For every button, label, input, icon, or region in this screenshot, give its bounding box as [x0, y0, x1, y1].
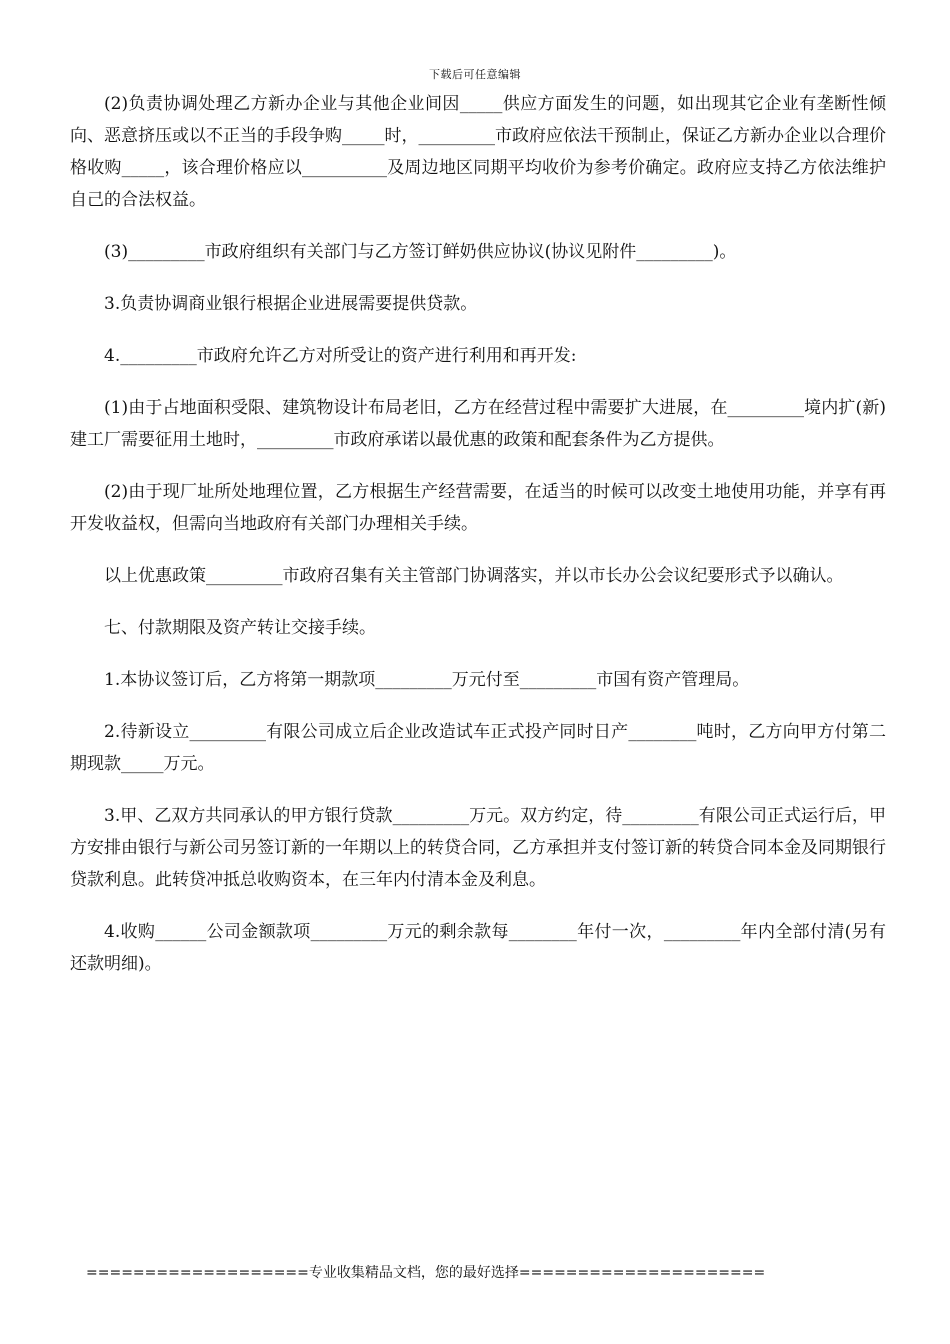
paragraph-remaining-payment: 4.收购______公司金额款项_________万元的剩余款每________年付一次，_________年内全部付清(另有还款明细)。 [70, 922, 886, 974]
paragraph-2-market-coordination: (2)负责协调处理乙方新办企业与其他企业间因_____供应方面发生的问题，如出现其它企业有垄断性倾向、恶意挤压或以不正当的手段争购_____时，_________市政府应依法干预制止，保证乙方新办企业以合理价格收购_____，该合理价格应以__________及周边地区同期平均收价为参考价确定。政府应支持乙方依法维护自己的合法权益。 [70, 94, 886, 210]
paragraph-bank-loan-transfer: 3.甲、乙双方共同承认的甲方银行贷款_________万元。双方约定，待_________有限公司正式运行后，甲方安排由银行与新公司另签订新的一年期以上的转贷合同，乙方承担并支付签订新的转贷合同本金及同期银行贷款利息。此转贷冲抵总收购资本，在三年内付清本金及利息。 [70, 806, 886, 890]
paragraph-asset-redevelopment: 4._________市政府允许乙方对所受让的资产进行利用和再开发: [104, 346, 577, 366]
paragraph-land-use-change: (2)由于现厂址所处地理位置，乙方根据生产经营需要，在适当的时候可以改变土地使用功能，并享有再开发收益权，但需向当地政府有关部门办理相关手续。 [70, 482, 886, 534]
header-note: 下载后可任意编辑 [429, 68, 521, 81]
paragraph-bank-loans: 3.负责协调商业银行根据企业进展需要提供贷款。 [104, 294, 478, 314]
footer-banner: ===================专业收集精品文档，您的最好选择===================== [86, 1265, 766, 1281]
paragraph-second-payment: 2.待新设立_________有限公司成立后企业改造试车正式投产同时日产________吨时，乙方向甲方付第二期现款_____万元。 [70, 722, 886, 774]
section-heading-payment-terms: 七、付款期限及资产转让交接手续。 [104, 618, 376, 638]
paragraph-first-payment: 1.本协议签订后，乙方将第一期款项_________万元付至_________市国有资产管理局。 [104, 670, 750, 690]
document-body [70, 88, 886, 1000]
paragraph-policy-confirmation: 以上优惠政策_________市政府召集有关主管部门协调落实，并以市长办公会议纪要形式予以确认。 [104, 566, 844, 586]
paragraph-land-expansion: (1)由于占地面积受限、建筑物设计布局老旧，乙方在经营过程中需要扩大进展，在_________境内扩(新)建工厂需要征用土地时，_________市政府承诺以最优惠的政策和配套条件为乙方提供。 [70, 398, 886, 450]
paragraph-3-milk-supply-agreement: (3)_________市政府组织有关部门与乙方签订鲜奶供应协议(协议见附件_________)。 [104, 242, 737, 262]
